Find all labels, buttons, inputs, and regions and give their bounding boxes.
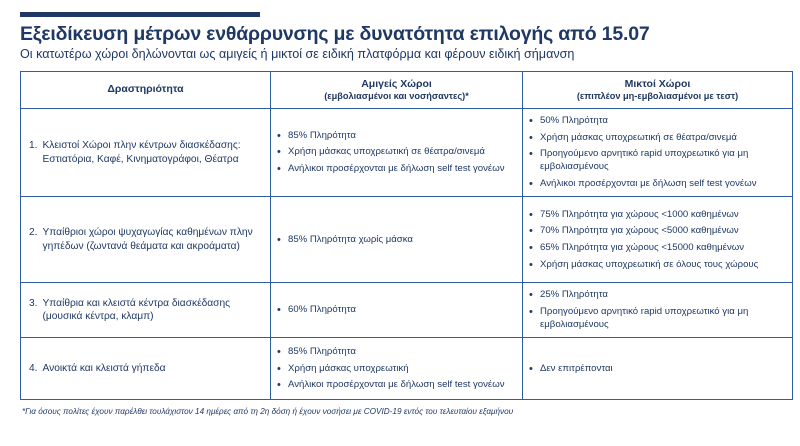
table-row bbox=[21, 283, 793, 338]
list-item: • Ανήλικοι προσέρχονται με δήλωση self test γονέων bbox=[277, 163, 516, 176]
list-item: • Χρήση μάσκας υποχρεωτική σε όλους τους χώρους bbox=[529, 259, 786, 272]
cell-activity bbox=[21, 283, 271, 338]
row-activity-label: Κλειστοί Χώροι πλην κέντρων διασκέδασης: Εστιατόρια, Καφέ, Κινηματογράφοι, Θέατρα bbox=[42, 140, 241, 165]
pure-list bbox=[277, 346, 516, 392]
cell-mixed bbox=[523, 109, 793, 197]
row-number: 2. bbox=[29, 227, 38, 239]
mixed-list bbox=[529, 209, 786, 272]
cell-mixed bbox=[523, 338, 793, 400]
cell-activity bbox=[21, 109, 271, 197]
list-item: • 70% Πληρότητα για χώρους <5000 καθημένων bbox=[529, 225, 786, 238]
cell-pure bbox=[271, 109, 523, 197]
list-item: • Ανήλικοι προσέρχονται με δήλωση self test γονέων bbox=[529, 178, 786, 191]
cell-activity bbox=[21, 338, 271, 400]
list-item: • 25% Πληρότητα bbox=[529, 289, 786, 302]
list-item: • Ανήλικοι προσέρχονται με δήλωση self test γονέων bbox=[277, 379, 516, 392]
list-item: • 75% Πληρότητα για χώρους <1000 καθημένων bbox=[529, 209, 786, 222]
table-body bbox=[21, 109, 793, 400]
pure-list bbox=[277, 234, 516, 247]
column-header-mixed-label: Μικτοί Χώροι bbox=[624, 77, 691, 90]
list-item: • Προηγούμενο αρνητικό rapid υποχρεωτικό για μη εμβολιασμένους bbox=[529, 306, 786, 331]
table-header bbox=[21, 71, 793, 109]
column-header-mixed-sub: (επιπλέον μη-εμβολιασμένοι με τεστ) bbox=[576, 90, 739, 101]
list-item: • 50% Πληρότητα bbox=[529, 115, 786, 128]
cell-mixed bbox=[523, 283, 793, 338]
measures-table bbox=[20, 71, 793, 401]
row-activity-label: Υπαίθρια και κλειστά κέντρα διασκέδασης (μουσικά κέντρα, κλαμπ) bbox=[42, 297, 231, 323]
list-item: • 85% Πληρότητα χωρίς μάσκα bbox=[277, 234, 516, 247]
mixed-list bbox=[529, 289, 786, 331]
row-activity-label: Ανοικτά και κλειστά γήπεδα bbox=[42, 363, 166, 375]
row-activity-label: Υπαίθριοι χώροι ψυχαγωγίας καθημένων πλην γηπέδων (ζωντανά θεάματα και ακροάματα) bbox=[42, 227, 253, 252]
title-rule bbox=[20, 12, 260, 17]
cell-activity bbox=[21, 197, 271, 283]
table-header-row bbox=[21, 71, 793, 109]
column-header-pure-sub: (εμβολιασμένοι και νοσήσαντες)* bbox=[324, 90, 469, 101]
list-item: • Χρήση μάσκας υποχρεωτική σε θέατρα/σινεμά bbox=[277, 146, 516, 159]
footnote: *Για όσους πολίτες έχουν παρέλθει τουλάχιστον 14 ημέρες από τη 2η δόση ή έχουν νοσήσει με COVID-19 εντός του τελευταίου εξαμήνου bbox=[22, 407, 514, 417]
column-header-activity-label: Δραστηριότητα bbox=[107, 83, 184, 96]
cell-pure bbox=[271, 197, 523, 283]
column-header-pure bbox=[271, 71, 523, 109]
list-item: • 65% Πληρότητα για χώρους <15000 καθημένων bbox=[529, 242, 786, 255]
column-header-pure-label: Αμιγείς Χώροι bbox=[361, 77, 432, 90]
cell-pure bbox=[271, 283, 523, 338]
pure-list bbox=[277, 304, 516, 317]
cell-pure bbox=[271, 338, 523, 400]
column-header-activity bbox=[21, 71, 271, 109]
list-item: • Δεν επιτρέπονται bbox=[529, 363, 786, 376]
page-title: Εξειδίκευση μέτρων ενθάρρυνσης με δυνατότητα επιλογής από 15.07 bbox=[20, 23, 650, 45]
mixed-list bbox=[529, 363, 786, 376]
mixed-list bbox=[529, 115, 786, 190]
list-item: • Χρήση μάσκας υποχρεωτική σε θέατρα/σινεμά bbox=[529, 132, 786, 145]
table-row bbox=[21, 109, 793, 197]
table-row bbox=[21, 197, 793, 283]
row-number: 3. bbox=[29, 297, 38, 309]
list-item: • 85% Πληρότητα bbox=[277, 346, 516, 359]
column-header-mixed bbox=[523, 71, 793, 109]
row-number: 4. bbox=[29, 363, 38, 375]
list-item: • Προηγούμενο αρνητικό rapid υποχρεωτικό για μη εμβολιασμένους bbox=[529, 148, 786, 173]
table-row bbox=[21, 338, 793, 400]
cell-mixed bbox=[523, 197, 793, 283]
list-item: • Χρήση μάσκας υποχρεωτική bbox=[277, 363, 516, 376]
list-item: • 85% Πληρότητα bbox=[277, 130, 516, 143]
page-subtitle: Οι κατωτέρω χώροι δηλώνονται ως αμιγείς ή μικτοί σε ειδική πλατφόρμα και φέρουν ειδική σήμανση bbox=[20, 47, 575, 62]
row-number: 1. bbox=[29, 140, 38, 152]
pure-list bbox=[277, 130, 516, 176]
list-item: • 60% Πληρότητα bbox=[277, 304, 516, 317]
